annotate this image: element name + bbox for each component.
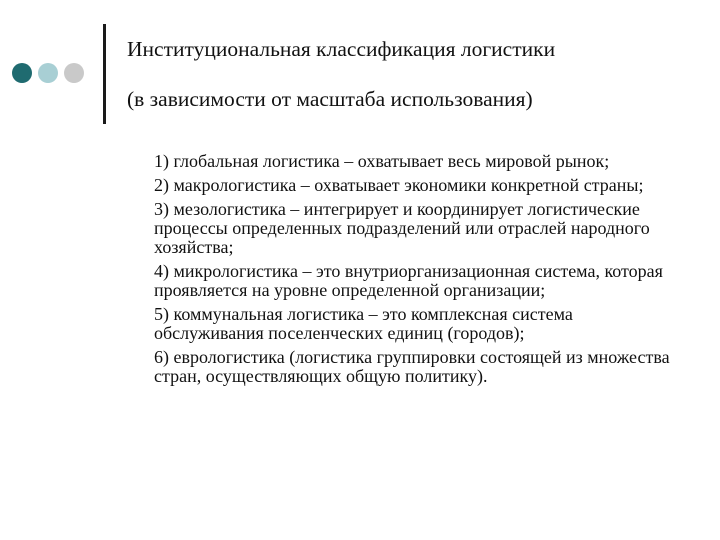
title-divider: [103, 24, 106, 124]
list-item: 6) еврологистика (логистика группировки состоящей из множества стран, осуществляющих общую политику).: [154, 347, 670, 386]
dot-light-teal: [38, 63, 58, 83]
decorative-dots: [12, 63, 84, 83]
slide-title: [127, 36, 707, 112]
list-item: 2) макрологистика – охватывает экономики конкретной страны;: [154, 175, 644, 195]
title-line-2: (в зависимости от масштаба использования): [127, 87, 533, 111]
dot-gray: [64, 63, 84, 83]
list-item: 4) микрологистика – это внутриорганизационная система, которая проявляется на уровне определенной организации;: [154, 261, 663, 300]
list-item: 1) глобальная логистика – охватывает весь мировой рынок;: [154, 151, 610, 171]
dot-dark-teal: [12, 63, 32, 83]
classification-list: [154, 152, 674, 391]
list-item: 3) мезологистика – интегрирует и координирует логистические процессы определенных подразделений или отраслей народного хозяйства;: [154, 199, 650, 257]
title-line-1: Институциональная классификация логистики: [127, 37, 556, 61]
list-item: 5) коммунальная логистика – это комплексная система обслуживания поселенческих единиц (городов);: [154, 304, 573, 343]
